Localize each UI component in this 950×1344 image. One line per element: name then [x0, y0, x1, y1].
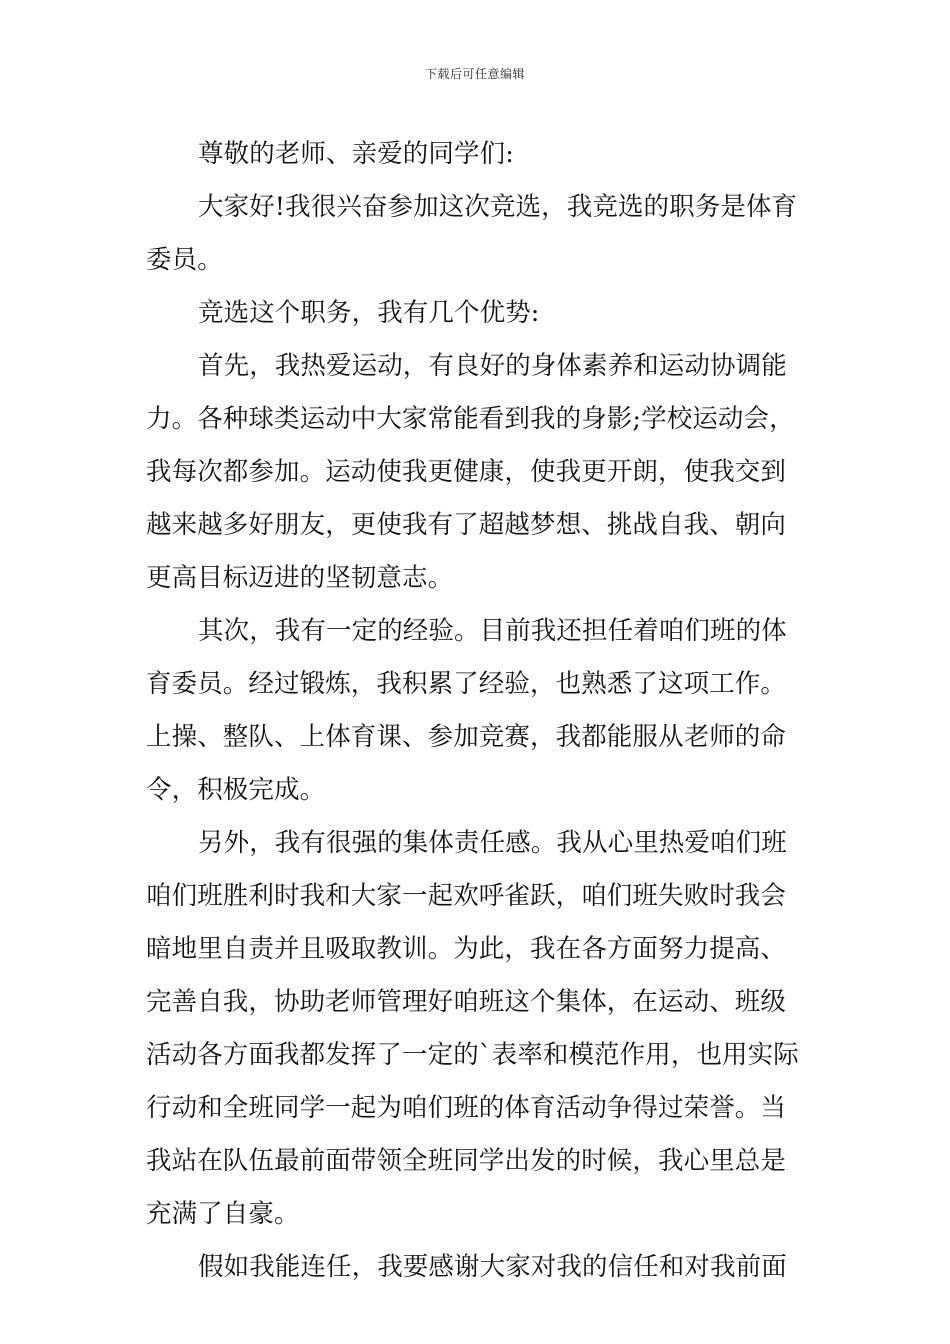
- text-line: 活动各方面我都发挥了一定的`表率和模范作用，也用实际: [146, 1040, 799, 1070]
- text-line: 力。各种球类运动中大家常能看到我的身影;学校运动会，: [146, 404, 795, 434]
- text-line: 竞选这个职务，我有几个优势:: [198, 298, 540, 328]
- text-line: 育委员。经过锻炼，我积累了经验，也熟悉了这项工作。: [146, 669, 787, 699]
- text-line: 上操、整队、上体育课、参加竞赛，我都能服从老师的命: [146, 722, 787, 752]
- document-body: [146, 128, 808, 1294]
- text-line: 我站在队伍最前面带领全班同学出发的时候，我心里总是: [146, 1146, 787, 1176]
- text-line: 充满了自豪。: [146, 1199, 300, 1229]
- text-line: 行动和全班同学一起为咱们班的体育活动争得过荣誉。当: [146, 1093, 787, 1123]
- text-line: 我每次都参加。运动使我更健康，使我更开朗，使我交到: [146, 457, 787, 487]
- text-line: 尊敬的老师、亲爱的同学们:: [198, 139, 514, 169]
- text-line: 大家好!我很兴奋参加这次竞选，我竞选的职务是体育: [198, 192, 798, 222]
- text-line: 完善自我，协助老师管理好咱班这个集体，在运动、班级: [146, 987, 787, 1017]
- text-line: 另外，我有很强的集体责任感。我从心里热爱咱们班: [198, 828, 787, 858]
- text-line: 其次，我有一定的经验。目前我还担任着咱们班的体: [198, 616, 787, 646]
- text-line: 暗地里自责并且吸取教训。为此，我在各方面努力提高、: [146, 934, 787, 964]
- text-line: 更高目标迈进的坚韧意志。: [146, 563, 454, 593]
- page-header: 下载后可任意编辑: [424, 67, 525, 81]
- text-line: 委员。: [146, 245, 223, 275]
- text-line: 咱们班胜利时我和大家一起欢呼雀跃，咱们班失败时我会: [146, 881, 787, 911]
- text-line: 假如我能连任，我要感谢大家对我的信任和对我前面: [198, 1252, 787, 1282]
- text-line: 首先，我热爱运动，有良好的身体素养和运动协调能: [198, 351, 787, 381]
- text-line: 越来越多好朋友，更使我有了超越梦想、挑战自我、朝向: [146, 510, 787, 540]
- text-line: 令，积极完成。: [146, 775, 326, 805]
